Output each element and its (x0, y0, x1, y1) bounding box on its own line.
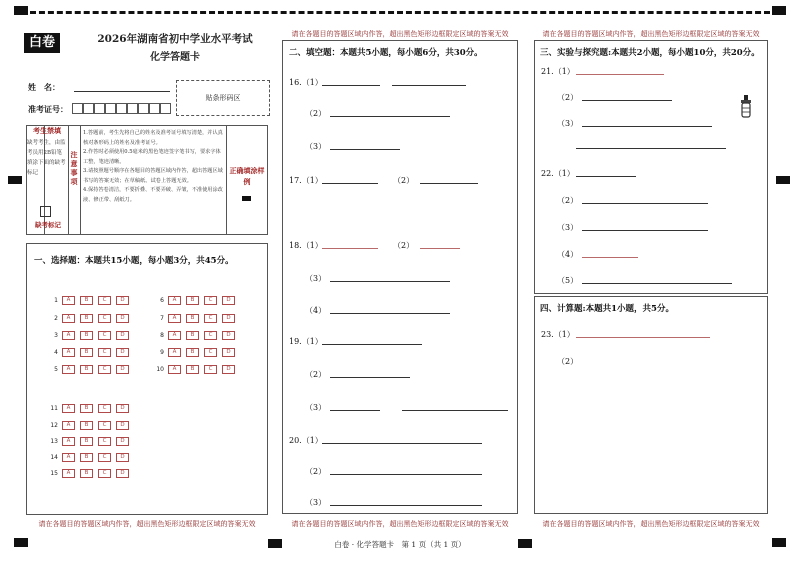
option-c[interactable]: C (98, 331, 111, 340)
answer-line[interactable] (330, 377, 410, 378)
option-b[interactable]: B (80, 437, 93, 446)
q23-1-label: 23.（1） (541, 330, 575, 339)
option-c[interactable]: C (98, 314, 111, 323)
id-label: 准考证号： (28, 104, 68, 114)
q22-2-label: （2） (557, 196, 579, 205)
option-b[interactable]: B (186, 314, 199, 323)
question-number: 10 (156, 366, 164, 373)
option-d[interactable]: D (116, 296, 129, 305)
answer-line[interactable] (576, 148, 726, 149)
question-number: 7 (160, 315, 164, 322)
q18-4-label: （4） (305, 306, 327, 315)
option-b[interactable]: B (80, 469, 93, 478)
option-c[interactable]: C (204, 331, 217, 340)
answer-line[interactable] (330, 474, 482, 475)
q20-1-label: 20.（1） (289, 436, 323, 445)
name-label: 姓 名： (28, 82, 60, 92)
answer-line[interactable] (582, 257, 638, 258)
question-number: 8 (160, 332, 164, 339)
answer-line[interactable] (330, 281, 450, 282)
section3-title: 三、实验与探究题:本题共2小题，每小题10分，共20分。 (540, 48, 760, 58)
option-a[interactable]: A (62, 365, 75, 374)
option-b[interactable]: B (186, 365, 199, 374)
answer-line[interactable] (392, 85, 466, 86)
option-d[interactable]: D (116, 469, 129, 478)
notices-list (83, 129, 223, 205)
section4-title: 四、计算题:本题共1小题，共5分。 (540, 304, 674, 314)
gas-bottle-icon (738, 95, 754, 119)
answer-line[interactable] (420, 248, 460, 249)
question-number: 15 (50, 470, 58, 477)
option-a[interactable]: A (168, 314, 181, 323)
notices-title: 注意事项 (70, 150, 78, 186)
q21-2-label: （2） (557, 93, 579, 102)
option-c[interactable]: C (98, 437, 111, 446)
question-number: 14 (50, 454, 58, 461)
q16-3-label: （3） (305, 142, 327, 151)
answer-line[interactable] (576, 337, 710, 338)
option-d[interactable]: D (116, 421, 129, 430)
question-number: 3 (54, 332, 58, 339)
option-b[interactable]: B (80, 365, 93, 374)
q22-4-label: （4） (557, 250, 579, 259)
option-d[interactable]: D (116, 404, 129, 413)
q19-3-label: （3） (305, 403, 327, 412)
option-b[interactable]: B (80, 296, 93, 305)
option-d[interactable]: D (116, 331, 129, 340)
q21-1-label: 21.（1） (541, 67, 575, 76)
answer-line[interactable] (330, 313, 450, 314)
q23-2-label: （2） (557, 357, 579, 366)
answer-line[interactable] (582, 203, 708, 204)
option-a[interactable]: A (168, 348, 181, 357)
option-a[interactable]: A (62, 348, 75, 357)
option-d[interactable]: D (116, 437, 129, 446)
absent-title: 考生禁填 (33, 126, 61, 135)
option-d[interactable]: D (116, 365, 129, 374)
q18-2-label: （2） (393, 241, 415, 250)
q17-1-label: 17.（1） (289, 176, 323, 185)
section1-title: 一、选择题：本题共15小题，每小题3分，共45分。 (34, 256, 234, 266)
option-c[interactable]: C (204, 296, 217, 305)
option-b[interactable]: B (80, 314, 93, 323)
corner-mark (772, 6, 786, 15)
option-a[interactable]: A (62, 314, 75, 323)
question-number: 2 (54, 315, 58, 322)
option-b[interactable]: B (80, 421, 93, 430)
q22-1-label: 22.（1） (541, 169, 575, 178)
fill-example-mark (242, 196, 251, 201)
absent-checkbox[interactable] (40, 206, 51, 217)
option-d[interactable]: D (116, 348, 129, 357)
option-d[interactable]: D (222, 314, 235, 323)
name-field[interactable] (74, 91, 170, 92)
option-c[interactable]: C (204, 365, 217, 374)
q16-2-label: （2） (305, 109, 327, 118)
answer-line[interactable] (322, 248, 378, 249)
notice-item: 4.保持答卷清洁，不要折叠、不要弄破、弄皱，不准使用涂改液、修正带、刮纸刀。 (83, 187, 223, 203)
q17-2-label: （2） (393, 176, 415, 185)
option-b[interactable]: B (186, 331, 199, 340)
option-a[interactable]: A (62, 404, 75, 413)
answer-line[interactable] (322, 443, 482, 444)
answer-line[interactable] (322, 85, 380, 86)
option-d[interactable]: D (116, 453, 129, 462)
answer-line[interactable] (322, 183, 378, 184)
section2-title: 二、填空题：本题共5小题，每小题6分，共30分。 (289, 48, 483, 58)
option-a[interactable]: A (168, 296, 181, 305)
q18-1-label: 18.（1） (289, 241, 323, 250)
option-d[interactable]: D (222, 348, 235, 357)
answer-line[interactable] (582, 230, 708, 231)
option-a[interactable]: A (62, 296, 75, 305)
side-mark (8, 176, 22, 184)
q16-1-label: 16.（1） (289, 78, 323, 87)
question-number: 1 (54, 297, 58, 304)
option-a[interactable]: A (62, 437, 75, 446)
option-d[interactable]: D (222, 331, 235, 340)
option-b[interactable]: B (80, 348, 93, 357)
side-mark (776, 176, 790, 184)
option-c[interactable]: C (98, 421, 111, 430)
boundary-warning: 请在各题目的答题区域内作答，超出黑色矩形边框限定区域的答案无效 (291, 520, 509, 528)
option-c[interactable]: C (98, 453, 111, 462)
boundary-warning: 请在各题目的答题区域内作答，超出黑色矩形边框限定区域的答案无效 (542, 520, 760, 528)
q19-2-label: （2） (305, 370, 327, 379)
answer-line[interactable] (330, 410, 380, 411)
top-cut-line (30, 11, 770, 14)
barcode-area: 贴条形码区 (176, 80, 270, 116)
answer-line[interactable] (582, 100, 672, 101)
option-d[interactable]: D (116, 314, 129, 323)
option-b[interactable]: B (186, 348, 199, 357)
option-a[interactable]: A (168, 365, 181, 374)
answer-line[interactable] (330, 505, 482, 506)
boundary-warning: 请在各题目的答题区域内作答，超出黑色矩形边框限定区域的答案无效 (542, 30, 760, 38)
option-c[interactable]: C (204, 314, 217, 323)
page-footer: 白卷 · 化学答题卡 第 1 页（共 1 页） (334, 540, 466, 549)
absent-text: 缺考考生，由监考员用2B铅笔填涂下面的缺考标记 (27, 140, 66, 176)
boundary-warning: 请在各题目的答题区域内作答，超出黑色矩形边框限定区域的答案无效 (38, 520, 256, 528)
answer-line[interactable] (576, 74, 664, 75)
option-c[interactable]: C (204, 348, 217, 357)
notice-item: 3.请按照题号顺序在各题目的答题区域内作答，超出答题区域书写的答案无效；在草稿纸、试卷上答题无效。 (83, 168, 223, 184)
question-number: 5 (54, 366, 58, 373)
answer-line[interactable] (322, 344, 422, 345)
question-number: 11 (50, 405, 58, 412)
corner-mark (14, 6, 28, 15)
notice-item: 1.答题前，考生先将自己的姓名及准考证号填写清楚，并认真核对条形码上的姓名及准考证号。 (83, 130, 223, 146)
q20-2-label: （2） (305, 467, 327, 476)
option-c[interactable]: C (98, 296, 111, 305)
answer-line[interactable] (576, 176, 636, 177)
answer-line[interactable] (582, 126, 712, 127)
option-a[interactable]: A (168, 331, 181, 340)
question-number: 12 (50, 422, 58, 429)
fill-example-title: 正确填涂样例 (229, 166, 265, 186)
question-number: 6 (160, 297, 164, 304)
option-d[interactable]: D (222, 296, 235, 305)
notice-item: 2.作答时必须使用0.5毫米的黑色笔迹签字笔书写，要求字体工整，笔迹清晰。 (83, 149, 221, 165)
option-a[interactable]: A (62, 453, 75, 462)
q18-3-label: （3） (305, 274, 327, 283)
option-c[interactable]: C (98, 348, 111, 357)
answer-line[interactable] (330, 116, 450, 117)
exam-title: 2026年湖南省初中学业水平考试 (97, 33, 253, 45)
option-a[interactable]: A (62, 421, 75, 430)
option-b[interactable]: B (80, 331, 93, 340)
q20-3-label: （3） (305, 498, 327, 507)
paper-badge: 白卷 (24, 33, 60, 53)
option-c[interactable]: C (98, 404, 111, 413)
option-d[interactable]: D (222, 365, 235, 374)
q21-3-label: （3） (557, 119, 579, 128)
option-c[interactable]: C (98, 469, 111, 478)
exam-subtitle: 化学答题卡 (150, 52, 200, 63)
q19-1-label: 19.（1） (289, 337, 323, 346)
question-number: 4 (54, 349, 58, 356)
question-number: 13 (50, 438, 58, 445)
option-b[interactable]: B (80, 453, 93, 462)
option-a[interactable]: A (62, 331, 75, 340)
option-b[interactable]: B (186, 296, 199, 305)
boundary-warning: 请在各题目的答题区域内作答，超出黑色矩形边框限定区域的答案无效 (291, 30, 509, 38)
answer-line[interactable] (582, 283, 732, 284)
option-b[interactable]: B (80, 404, 93, 413)
q22-5-label: （5） (557, 276, 579, 285)
option-a[interactable]: A (62, 469, 75, 478)
answer-line[interactable] (402, 410, 508, 411)
answer-line[interactable] (420, 183, 478, 184)
absent-mark-label: 缺考标记 (35, 221, 61, 229)
option-c[interactable]: C (98, 365, 111, 374)
q22-3-label: （3） (557, 223, 579, 232)
question-number: 9 (160, 349, 164, 356)
answer-line[interactable] (330, 149, 400, 150)
